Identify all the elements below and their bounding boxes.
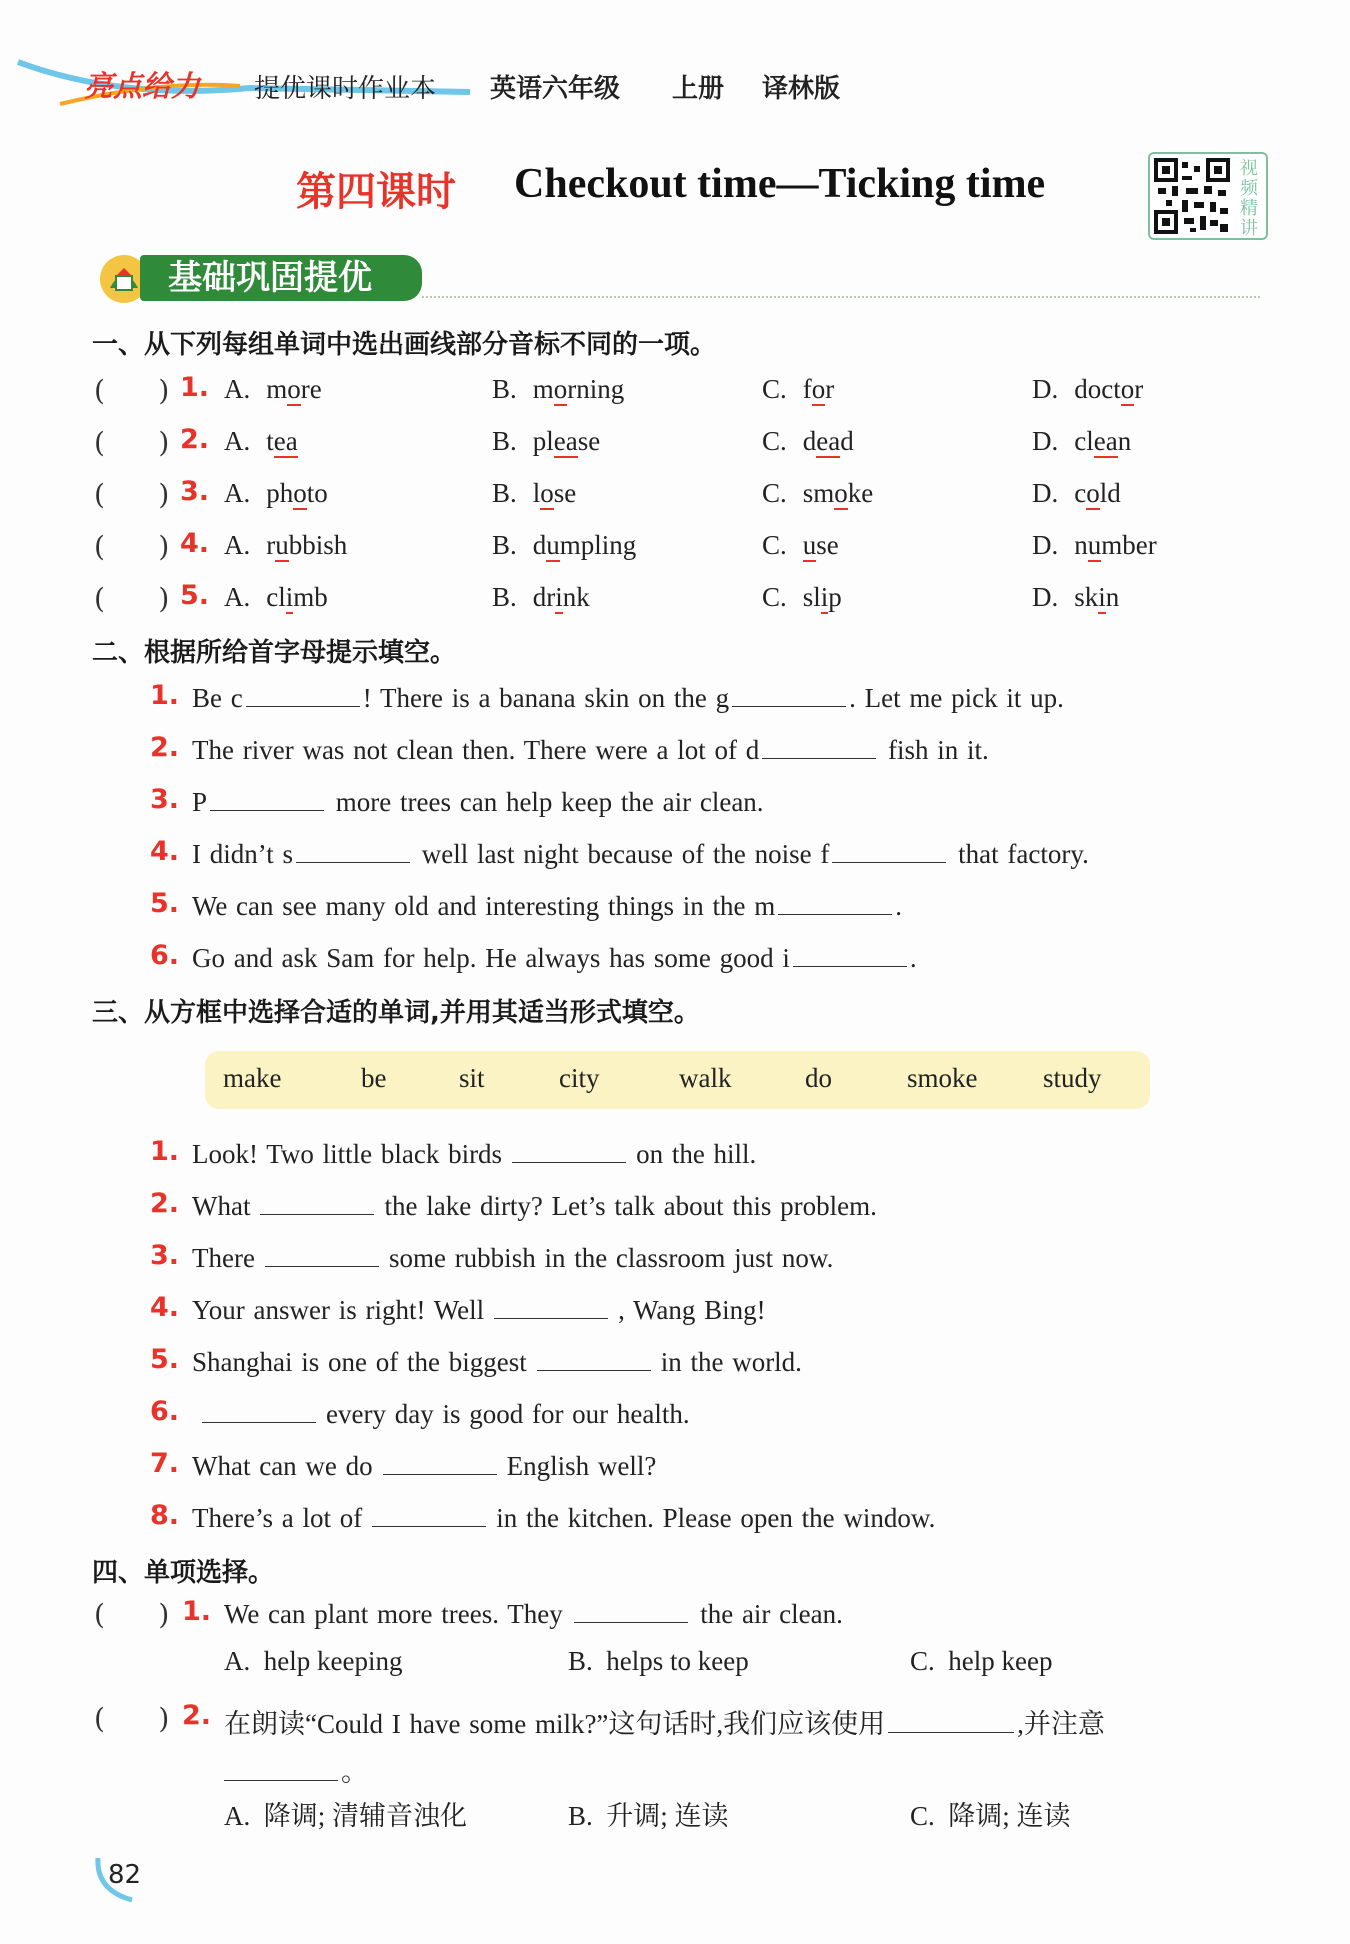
page-number: 82 — [108, 1860, 142, 1890]
fill-sentence — [192, 734, 989, 766]
answer-blank[interactable] — [383, 1450, 497, 1475]
sentence-text: more trees can help keep the air clean. — [327, 787, 764, 817]
question-number: 5. — [150, 1344, 180, 1375]
word-part: d — [802, 426, 817, 456]
answer-paren[interactable]: ( ) — [94, 582, 170, 615]
answer-blank[interactable] — [832, 838, 946, 863]
word-option: be — [361, 1063, 387, 1093]
option-b[interactable] — [492, 530, 636, 561]
word-option: city — [559, 1063, 600, 1093]
answer-blank[interactable] — [260, 1190, 374, 1215]
option-letter: D. — [1032, 582, 1059, 612]
option-a[interactable]: A. help keeping — [224, 1646, 403, 1676]
underlined-letters: i — [555, 582, 563, 612]
option-d[interactable] — [1032, 374, 1143, 405]
option-letter: D. — [1032, 530, 1059, 560]
question-number: 1. — [180, 372, 210, 403]
option-letter: B. — [492, 478, 517, 508]
word-part: se — [553, 478, 577, 508]
subject-label: 英语六年级 — [490, 74, 621, 104]
fill-sentence — [192, 1242, 833, 1274]
option-d[interactable] — [1032, 426, 1131, 457]
word-part: l — [532, 478, 541, 508]
option-letter: C. — [762, 582, 787, 612]
sentence-text: English well? — [506, 1451, 657, 1481]
sentence-text: every day is good for our health. — [326, 1399, 690, 1429]
answer-blank[interactable] — [732, 682, 846, 707]
word-part: mber — [1101, 530, 1157, 560]
question-text: the air clean. — [700, 1599, 843, 1629]
word-box — [205, 1051, 1150, 1109]
fill-sentence — [192, 890, 902, 922]
question-number: 1. — [182, 1596, 212, 1627]
option-a[interactable] — [224, 478, 328, 509]
mc-question-1 — [224, 1598, 843, 1630]
qr-label-1: 视 — [1240, 158, 1258, 179]
question-number: 2. — [182, 1700, 212, 1731]
question-number: 5. — [180, 580, 210, 611]
question-text: ,并注意 — [1017, 1709, 1105, 1739]
part3-heading: 三、从方框中选择合适的单词,并用其适当形式填空。 — [92, 998, 700, 1028]
underlined-letters: u — [1087, 530, 1102, 560]
fill-sentence — [192, 942, 917, 974]
question-number: 6. — [150, 940, 180, 971]
edition-label: 译林版 — [762, 74, 841, 104]
underlined-letters: ea — [553, 426, 578, 456]
option-letter: D. — [1032, 374, 1059, 404]
sentence-text: . — [909, 943, 917, 973]
option-letter: A. — [224, 374, 251, 404]
underlined-letters: ea — [1093, 426, 1118, 456]
sentence-text: Your answer is right! Well — [192, 1295, 485, 1325]
question-number: 1. — [150, 1136, 180, 1167]
underlined-letters: o — [553, 374, 568, 404]
option-d[interactable] — [1032, 530, 1157, 561]
answer-paren[interactable]: ( ) — [94, 530, 170, 563]
option-c[interactable] — [762, 582, 842, 613]
sentence-text: . Let me pick it up. — [849, 683, 1064, 713]
word-part: mb — [293, 582, 328, 612]
question-text: 。 — [341, 1757, 368, 1787]
word-part: doct — [1074, 374, 1121, 404]
option-letter: B. — [492, 582, 517, 612]
word-option: walk — [679, 1063, 732, 1093]
sentence-text: Go and ask Sam for help. He always has some good i — [192, 943, 790, 973]
option-letter: C. — [762, 478, 787, 508]
sentence-text: What — [192, 1191, 251, 1221]
word-option: do — [805, 1063, 832, 1093]
underlined-letters: o — [1120, 374, 1135, 404]
underlined-letters: ea — [816, 426, 841, 456]
answer-blank[interactable] — [888, 1708, 1014, 1733]
fill-sentence — [192, 1346, 802, 1378]
answer-blank[interactable] — [494, 1294, 608, 1319]
question-number: 4. — [180, 528, 210, 559]
underlined-letters: o — [540, 478, 554, 508]
word-part: r — [266, 530, 276, 560]
sentence-text: fish in it. — [879, 735, 989, 765]
section-banner: 基础巩固提优 — [140, 255, 422, 301]
word-part: c — [1074, 478, 1087, 508]
sentence-text: Shanghai is one of the biggest — [192, 1347, 527, 1377]
option-letter: D. — [1032, 478, 1059, 508]
qr-code-panel[interactable] — [1148, 152, 1268, 240]
section-divider — [422, 296, 1260, 298]
underlined-letters: o — [834, 478, 848, 508]
part2-heading: 二、根据所给首字母提示填空。 — [92, 638, 457, 668]
word-part: nk — [562, 582, 590, 612]
part4-heading: 四、单项选择。 — [92, 1558, 275, 1588]
answer-blank[interactable] — [512, 1138, 626, 1163]
option-letter: B. — [492, 374, 517, 404]
sentence-text: some rubbish in the classroom just now. — [388, 1243, 834, 1273]
word-part: rning — [567, 374, 625, 404]
sentence-text: P — [192, 787, 208, 817]
fill-sentence — [192, 1138, 756, 1170]
answer-blank[interactable] — [574, 1598, 688, 1623]
word-part: t — [266, 426, 274, 456]
sentence-text: ! There is a banana skin on the g — [362, 683, 730, 713]
fill-sentence — [192, 1190, 877, 1222]
question-number: 2. — [150, 1188, 180, 1219]
option-a[interactable] — [224, 582, 328, 613]
underlined-letters: u — [802, 530, 817, 560]
word-part: cl — [266, 582, 286, 612]
volume-label: 上册 — [672, 74, 725, 104]
option-d[interactable] — [1032, 582, 1119, 613]
option-a[interactable] — [224, 374, 322, 405]
answer-blank[interactable] — [224, 1756, 338, 1781]
mc-question-2 — [224, 1702, 1105, 1741]
answer-blank[interactable] — [265, 1242, 379, 1267]
word-part: ph — [266, 478, 294, 508]
sentence-text: The river was not clean then. There were a lot of d — [192, 735, 760, 765]
option-c[interactable] — [762, 374, 834, 405]
word-part: se — [577, 426, 601, 456]
option-c[interactable] — [762, 478, 873, 509]
question-text: 在朗读“Could I have some milk?”这句话时,我们应该使用 — [224, 1709, 886, 1739]
option-c[interactable] — [762, 530, 839, 561]
question-number: 2. — [180, 424, 210, 455]
option-letter: C. — [762, 426, 787, 456]
fill-sentence — [192, 682, 1064, 714]
word-part: sk — [1074, 582, 1099, 612]
fill-sentence — [192, 1502, 935, 1534]
word-part: sm — [802, 478, 835, 508]
answer-blank[interactable] — [762, 734, 876, 759]
lesson-number-cn: 第四课时 — [296, 169, 456, 214]
fill-sentence — [192, 1294, 766, 1326]
word-part: se — [816, 530, 839, 560]
option-c[interactable] — [762, 426, 854, 457]
underlined-letters: o — [811, 374, 826, 404]
answer-blank[interactable] — [296, 838, 410, 863]
option-letter: B. — [492, 426, 517, 456]
sentence-text: There — [192, 1243, 255, 1273]
word-part: m — [532, 374, 554, 404]
lesson-title: Checkout time—Ticking time — [514, 161, 1046, 207]
option-letter: B. — [492, 530, 517, 560]
sentence-text: on the hill. — [636, 1139, 757, 1169]
word-part: cl — [1074, 426, 1094, 456]
underlined-letters: u — [275, 530, 289, 560]
series-name: 提优课时作业本 — [254, 74, 437, 104]
qr-label-3: 精 — [1240, 198, 1258, 219]
mc-question-2-line2 — [224, 1750, 368, 1789]
answer-paren[interactable]: ( ) — [94, 1598, 170, 1631]
question-number: 4. — [150, 1292, 180, 1323]
question-number: 5. — [150, 888, 180, 919]
option-d[interactable] — [1032, 478, 1121, 509]
sentence-text: that factory. — [949, 839, 1089, 869]
sentence-text: , Wang Bing! — [618, 1295, 766, 1325]
question-number: 6. — [150, 1396, 180, 1427]
option-c[interactable]: C. help keep — [910, 1646, 1053, 1676]
word-part: ld — [1099, 478, 1121, 508]
word-part: n — [1117, 426, 1132, 456]
answer-paren[interactable]: ( ) — [94, 374, 170, 407]
option-a[interactable] — [224, 426, 298, 457]
qr-label-2: 频 — [1240, 178, 1258, 199]
word-part: dr — [532, 582, 556, 612]
word-part: re — [300, 374, 322, 404]
question-number: 2. — [150, 732, 180, 763]
question-number: 3. — [150, 1240, 180, 1271]
option-letter: A. — [224, 530, 251, 560]
sentence-text: well last night because of the noise f — [413, 839, 830, 869]
answer-blank[interactable] — [246, 682, 360, 707]
question-number: 8. — [150, 1500, 180, 1531]
word-part: sl — [802, 582, 821, 612]
option-b[interactable] — [492, 582, 590, 613]
answer-paren[interactable]: ( ) — [94, 426, 170, 459]
sentence-text: I didn’t s — [192, 839, 294, 869]
fill-sentence — [192, 838, 1089, 870]
qr-code-icon — [1152, 156, 1232, 236]
brand-logo: 亮点给力 — [84, 69, 201, 103]
answer-blank[interactable] — [372, 1502, 486, 1527]
underlined-letters: ea — [273, 426, 298, 456]
option-b[interactable] — [492, 426, 600, 457]
qr-label-4: 讲 — [1240, 218, 1258, 239]
word-part: f — [802, 374, 812, 404]
sentence-text: in the world. — [660, 1347, 802, 1377]
option-letter: A. — [224, 478, 251, 508]
word-part: n — [1074, 530, 1088, 560]
option-a[interactable]: A. 降调; 清辅音浊化 — [224, 1801, 467, 1831]
option-letter: C. — [762, 530, 787, 560]
part1-heading: 一、从下列每组单词中选出画线部分音标不同的一项。 — [92, 330, 717, 360]
option-b[interactable] — [492, 478, 576, 509]
answer-paren[interactable]: ( ) — [94, 478, 170, 511]
underlined-letters: i — [285, 582, 294, 612]
word-part: r — [1134, 374, 1144, 404]
fill-sentence — [192, 1398, 690, 1430]
word-part: n — [1105, 582, 1120, 612]
word-part: mpling — [559, 530, 637, 560]
sentence-text: There’s a lot of — [192, 1503, 363, 1533]
option-letter: D. — [1032, 426, 1059, 456]
word-part: d — [840, 426, 854, 456]
question-number: 7. — [150, 1448, 180, 1479]
answer-blank[interactable] — [537, 1346, 651, 1371]
sentence-text: We can see many old and interesting things in the m — [192, 891, 776, 921]
fill-sentence — [192, 1450, 656, 1482]
answer-blank[interactable] — [793, 942, 907, 967]
word-part: m — [266, 374, 288, 404]
sentence-text: Be c — [192, 683, 243, 713]
sentence-text: What can we do — [192, 1451, 373, 1481]
underlined-letters: i — [1098, 582, 1106, 612]
option-letter: C. — [762, 374, 787, 404]
sentence-text: Look! Two little black birds — [192, 1139, 503, 1169]
underlined-letters: i — [820, 582, 829, 612]
answer-blank[interactable] — [778, 890, 892, 915]
question-number: 4. — [150, 836, 180, 867]
option-c[interactable]: C. 降调; 连读 — [910, 1801, 1071, 1831]
fill-sentence — [192, 786, 764, 818]
word-part: r — [825, 374, 835, 404]
word-option: make — [223, 1063, 282, 1093]
option-letter: A. — [224, 426, 251, 456]
word-option: smoke — [907, 1063, 978, 1093]
question-number: 3. — [180, 476, 210, 507]
answer-paren[interactable]: ( ) — [94, 1702, 170, 1735]
word-option: sit — [459, 1063, 485, 1093]
underlined-letters: o — [287, 374, 301, 404]
word-option: study — [1043, 1063, 1102, 1093]
word-part: p — [828, 582, 842, 612]
option-b[interactable]: B. 升调; 连读 — [568, 1801, 729, 1831]
sentence-text: in the kitchen. Please open the window. — [496, 1503, 936, 1533]
option-b[interactable]: B. helps to keep — [568, 1646, 749, 1676]
underlined-letters: o — [293, 478, 307, 508]
answer-blank[interactable] — [202, 1398, 316, 1423]
option-a[interactable] — [224, 530, 347, 561]
word-part: bbish — [288, 530, 348, 560]
word-part: d — [532, 530, 547, 560]
underlined-letters: u — [546, 530, 560, 560]
option-letter: A. — [224, 582, 251, 612]
question-text: We can plant more trees. They — [224, 1599, 563, 1629]
question-number: 3. — [150, 784, 180, 815]
word-part: to — [306, 478, 328, 508]
underlined-letters: o — [1086, 478, 1100, 508]
sentence-text: . — [895, 891, 902, 921]
word-part: ke — [847, 478, 874, 508]
sentence-text: the lake dirty? Let’s talk about this problem. — [384, 1191, 877, 1221]
word-part: pl — [532, 426, 554, 456]
question-number: 1. — [150, 680, 180, 711]
option-b[interactable] — [492, 374, 624, 405]
answer-blank[interactable] — [210, 786, 324, 811]
